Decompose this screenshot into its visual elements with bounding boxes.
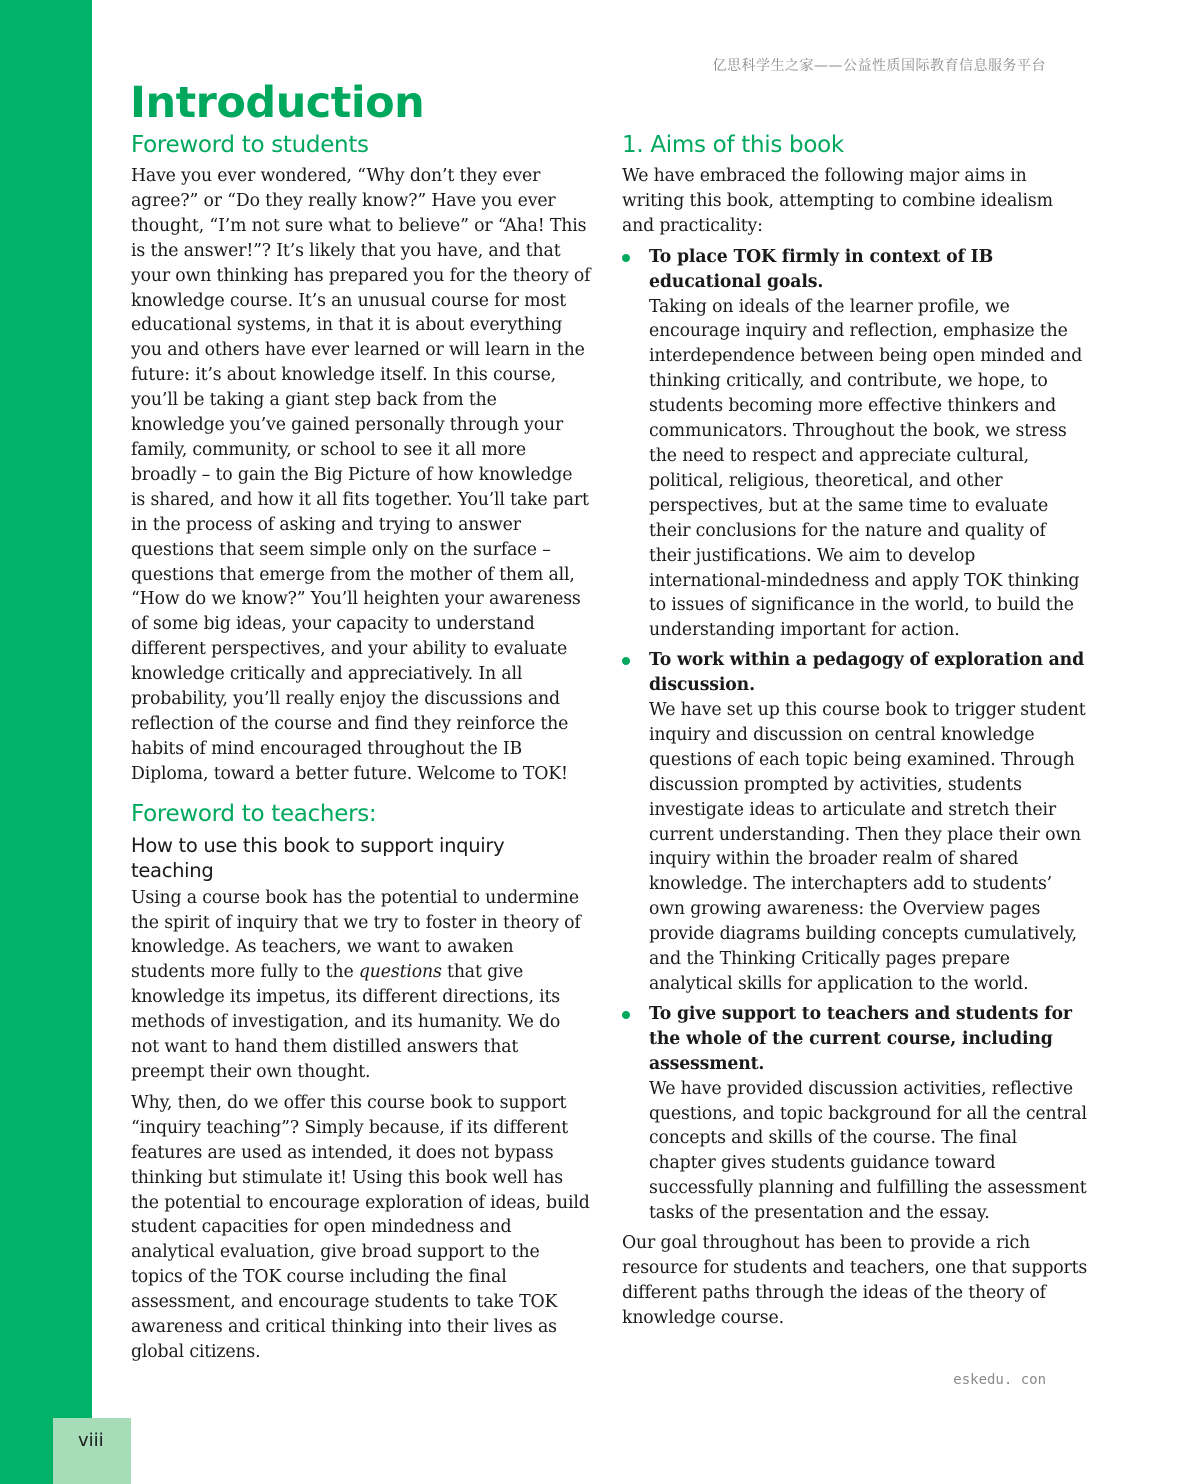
foreword-teachers-heading: Foreword to teachers: (131, 800, 377, 827)
foreword-students-heading: Foreword to students (131, 132, 369, 158)
aims-list-item (622, 245, 1088, 644)
aim-heading: To work within a pedagogy of exploration and discussion. (649, 650, 1085, 696)
page-title: Introduction (130, 78, 425, 128)
teachers-paragraph-2: Why, then, do we offer this course book to support “inquiry teaching”? Simply because, if its different features are used as intended, it does not bypass thinking but stimulate it! Using this book well has the potential to encourage exploration of ideas, build student capacities for open mindedness and analytical evaluation, give broad support to the topics of the TOK course including the final assessment, and encourage students to take TOK awareness and critical thinking into their lives as global citizens. (131, 1092, 590, 1362)
aim-heading: To give support to teachers and students for the whole of the current course, including assessment. (649, 1003, 1072, 1074)
right-column (622, 130, 1088, 1331)
footer-watermark: eskedu. con (953, 1372, 1046, 1388)
aim-text: Taking on ideals of the learner profile, we encourage inquiry and reflection, emphasize the interdependence between being open minded and thinking critically, and contribute, we hope, to students becoming more effective thinkers and communicators. Throughout the book, we stress the need to respect and appreciate cultural, political, religious, theoretical, and other perspectives, but at the same time to evaluate their conclusions for the nature and quality of their justifications. We aim to develop international-mindedness and apply TOK thinking to issues of significance in the world, to build the understanding important for action. (649, 296, 1083, 641)
page-number-tab (53, 1418, 131, 1484)
teachers-p1-italic: questions (358, 962, 442, 983)
aim-heading: To place TOK firmly in context of IB educational goals. (649, 246, 994, 292)
header-watermark: 亿思科学生之家——公益性质国际教育信息服务平台 (712, 58, 1046, 74)
aims-heading: 1. Aims of this book (622, 132, 844, 158)
aims-list (622, 245, 1088, 1226)
left-column (131, 130, 591, 1365)
bullet-dot-icon (622, 1011, 630, 1019)
aim-text: We have set up this course book to trigger student inquiry and discussion on central knowledge questions of each topic being examined. Through discussion prompted by activities, students investigate ideas to articulate and stretch their current understanding. Then they place their own inquiry within the broader realm of shared knowledge. The interchapters add to students’ own growing awareness: the Overview pages provide diagrams building concepts cumulatively, and the Thinking Critically pages prepare analytical skills for application to the world. (649, 700, 1086, 994)
aims-intro: We have embraced the following major aims in writing this book, attempting to combine idealism and practicality: (622, 166, 1053, 236)
aims-list-item (622, 1002, 1088, 1226)
page-number: viii (78, 1430, 104, 1451)
teachers-paragraph-1 (131, 886, 591, 1085)
teachers-p1-end: that give knowledge its impetus, its different directions, its methods of investigation, and its humanity. We do not want to hand them distilled answers that preempt their own thought. (131, 962, 561, 1082)
green-side-bar (0, 0, 92, 1484)
aim-text: We have provided discussion activities, reflective questions, and topic background for all the central concepts and skills of the course. The final chapter gives students guidance toward successfully planning and fulfilling the assessment tasks of the presentation and the essay. (649, 1078, 1087, 1224)
foreword-students-text: Have you ever wondered, “Why don’t they ever agree?” or “Do they really know?” Have you ever thought, “I’m not sure what to believe” or “Aha! This is the answer!”? It’s likely that you have, and that your own thinking has prepared you for the theory of knowledge course. It’s an unusual course for most educational systems, in that it is about everything you and others have ever learned or will learn in the future: it’s about knowledge itself. In this course, you’ll be taking a giant step back from the knowledge you’ve gained personally through your family, community, or school to see it all more broadly – to gain the Big Picture of how knowledge is shared, and how it all fits together. You’ll take part in the process of asking and trying to answer questions that seem simple only on the surface – questions that emerge from the mother of them all, “How do we know?” You’ll heighten your awareness of some big ideas, your capacity to understand different perspectives, and your ability to evaluate knowledge critically and appreciatively. In all probability, you’ll really enjoy the discussions and reflection of the course and find they reinforce the habits of mind encouraged throughout the IB Diploma, toward a better future. Welcome to TOK! (131, 166, 591, 784)
bullet-dot-icon (622, 657, 630, 665)
closing-paragraph: Our goal throughout has been to provide a rich resource for students and teachers, one that supports different paths through the ideas of the theory of knowledge course. (622, 1233, 1088, 1328)
teachers-p1-start: Using a course book has the potential to undermine the spirit of inquiry that we try to foster in theory of knowledge. As teachers, we want to awaken students more fully to the (131, 887, 581, 983)
foreword-teachers-subheading: How to use this book to support inquiry teaching (131, 833, 505, 883)
bullet-dot-icon (622, 254, 630, 262)
aims-list-item (622, 648, 1088, 997)
